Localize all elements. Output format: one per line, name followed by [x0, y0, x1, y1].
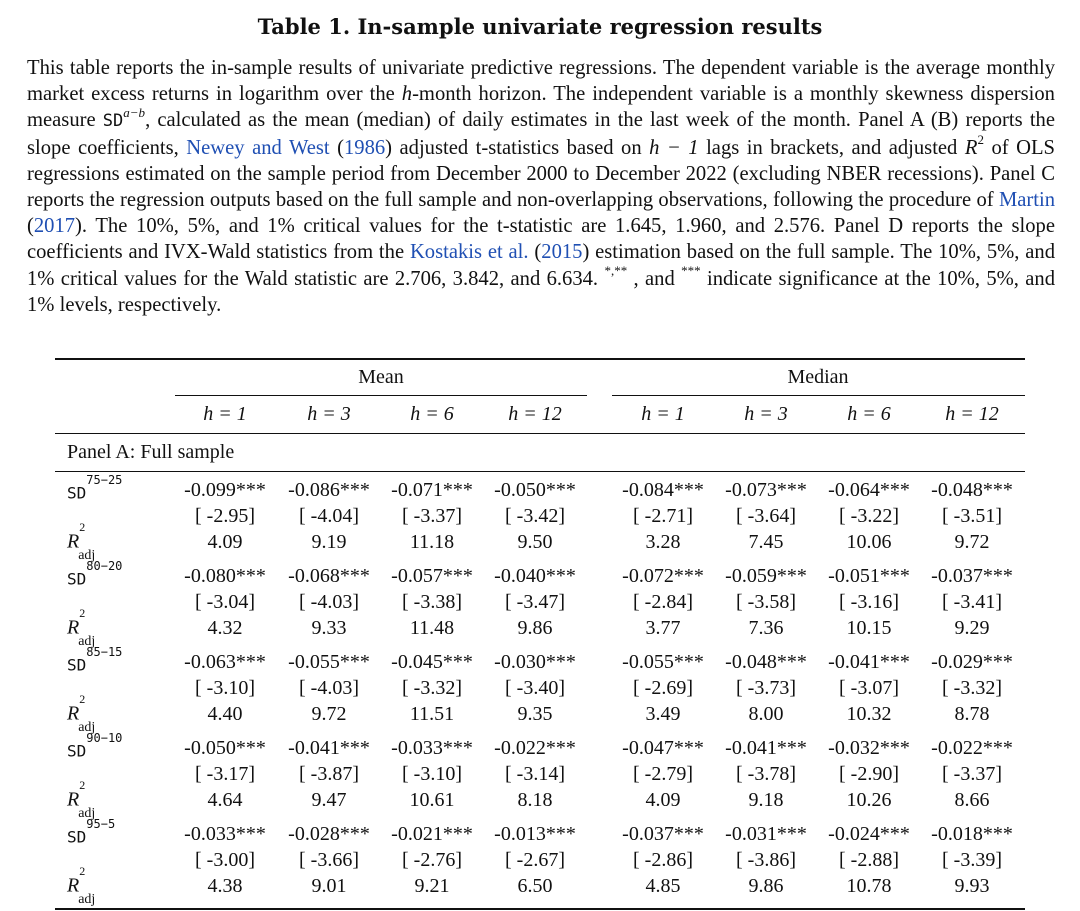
- row-label-superscript: 90−10: [86, 731, 123, 745]
- t-stat-cell: [ -4.03]: [299, 677, 359, 699]
- group-rule-median: [612, 395, 1025, 396]
- r2-cell: 7.45: [748, 531, 784, 553]
- r2-cell: 9.18: [748, 789, 784, 811]
- r2-cell: 10.61: [409, 789, 455, 811]
- r2-cell: 3.28: [645, 531, 681, 553]
- t-stat-cell: [ -3.07]: [839, 677, 899, 699]
- column-header: h = 6: [847, 403, 891, 425]
- column-header: h = 1: [203, 403, 247, 425]
- row-label-text: SD: [67, 741, 87, 761]
- row-label-superscript: 75−25: [86, 473, 123, 487]
- r2-label-base: R: [67, 788, 80, 811]
- r2-cell: 9.72: [311, 703, 347, 725]
- r2-label-superscript: 2: [79, 864, 86, 878]
- row-label-text: SD: [67, 569, 87, 589]
- r2-cell: 6.50: [517, 875, 553, 897]
- coefficient-cell: -0.048***: [725, 651, 807, 673]
- t-stat-cell: [ -2.67]: [505, 849, 565, 871]
- coefficient-cell: -0.024***: [828, 823, 910, 845]
- t-stat-cell: [ -3.87]: [299, 763, 359, 785]
- coefficient-cell: -0.041***: [288, 737, 370, 759]
- column-header: h = 12: [945, 403, 999, 425]
- row-label-sd: [67, 559, 123, 589]
- coefficient-cell: -0.050***: [184, 737, 266, 759]
- row-label-superscript: 95−5: [86, 817, 116, 831]
- r2-cell: 9.29: [954, 617, 990, 639]
- t-stat-cell: [ -4.03]: [299, 591, 359, 613]
- r2-cell: 4.64: [207, 789, 243, 811]
- table-caption: This table reports the in-sample results of univariate predictive regressions. The dependent variable is the average monthly market excess returns in logarithm over the h-month horizon. The independent variable is a monthly skewness dispersion measure $SD^{a-b}$, calculated as the mean (median) of daily estimates in the last week of the month. Panel A (B) reports the slope coefficients, Newey and West (1986) adjusted t-statistics based on h − 1 lags in brackets, and adjusted $R^2$ of OLS regressions estimated on the sample period from December 2000 to December 2022 (excluding NBER recessions). Panel C reports the regression outputs based on the full sample and non-overlapping observations, following the procedure of Martin (2017). The 10%, 5%, and 1% critical values for the t-statistic are 1.645, 1.960, and 2.576. Panel D reports the slope coefficients and IVX-Wald statistics from the Kostakis et al. (2015) estimation based on the full sample. The 10%, 5%, and 1% critical values for the Wald statistic are 2.706, 3.842, and 6.634. *,** , and *** indicate significance at the 10%, 5%, and 1% levels, respectively.: [27, 57, 1056, 316]
- coefficient-cell: -0.032***: [828, 737, 910, 759]
- coefficient-cell: -0.040***: [494, 565, 576, 587]
- r2-cell: 8.18: [517, 789, 553, 811]
- row-label-sd: [67, 731, 123, 761]
- coefficient-cell: -0.068***: [288, 565, 370, 587]
- r2-cell: 8.66: [954, 789, 990, 811]
- coefficient-cell: -0.059***: [725, 565, 807, 587]
- coefficient-cell: -0.030***: [494, 651, 576, 673]
- t-stat-cell: [ -3.47]: [505, 591, 565, 613]
- r2-cell: 4.09: [207, 531, 243, 553]
- t-stat-cell: [ -3.37]: [942, 763, 1002, 785]
- table-title: Table 1. In-sample univariate regression results: [257, 14, 823, 39]
- r2-cell: 9.50: [517, 531, 553, 553]
- r2-cell: 4.09: [645, 789, 681, 811]
- t-stat-cell: [ -2.79]: [633, 763, 693, 785]
- citation-link-newey-west[interactable]: Newey and West: [186, 136, 330, 159]
- row-label-sd: [67, 645, 123, 675]
- t-stat-cell: [ -2.86]: [633, 849, 693, 871]
- coefficient-cell: -0.037***: [931, 565, 1013, 587]
- r2-label-subscript: adj: [78, 805, 96, 821]
- row-label-r2-adj: [67, 864, 96, 907]
- coefficient-cell: -0.084***: [622, 479, 704, 501]
- coefficient-cell: -0.072***: [622, 565, 704, 587]
- r2-cell: 10.26: [846, 789, 892, 811]
- t-stat-cell: [ -3.10]: [402, 763, 462, 785]
- t-stat-cell: [ -3.51]: [942, 505, 1002, 527]
- coefficient-cell: -0.041***: [725, 737, 807, 759]
- r2-label-base: R: [67, 874, 80, 897]
- r2-label-subscript: adj: [78, 719, 96, 735]
- citation-year-link-1986[interactable]: 1986: [343, 136, 386, 159]
- r2-cell: 9.86: [748, 875, 784, 897]
- coefficient-cell: -0.041***: [828, 651, 910, 673]
- r2-cell: 9.93: [954, 875, 990, 897]
- t-stat-cell: [ -2.88]: [839, 849, 899, 871]
- row-label-r2-adj: [67, 606, 96, 649]
- coefficient-cell: -0.021***: [391, 823, 473, 845]
- r2-cell: 8.00: [748, 703, 784, 725]
- column-header: h = 12: [508, 403, 562, 425]
- t-stat-cell: [ -3.66]: [299, 849, 359, 871]
- citation-year-link-2015[interactable]: 2015: [541, 241, 583, 264]
- t-stat-cell: [ -3.73]: [736, 677, 796, 699]
- t-stat-cell: [ -2.90]: [839, 763, 899, 785]
- row-label-r2-adj: [67, 778, 96, 821]
- coefficient-cell: -0.013***: [494, 823, 576, 845]
- r2-label-subscript: adj: [78, 547, 96, 563]
- r2-cell: 9.33: [311, 617, 347, 639]
- r2-cell: 11.18: [409, 531, 455, 553]
- coefficient-cell: -0.080***: [184, 565, 266, 587]
- coefficient-cell: -0.047***: [622, 737, 704, 759]
- coefficient-cell: -0.099***: [184, 479, 266, 501]
- row-label-text: SD: [67, 655, 87, 675]
- t-stat-cell: [ -3.86]: [736, 849, 796, 871]
- column-header: h = 3: [307, 403, 351, 425]
- column-header: h = 6: [410, 403, 454, 425]
- r2-cell: 7.36: [748, 617, 784, 639]
- r2-cell: 11.48: [409, 617, 455, 639]
- r2-cell: 10.06: [846, 531, 892, 553]
- r2-cell: 3.49: [645, 703, 681, 725]
- r2-label-superscript: 2: [79, 778, 86, 792]
- coefficient-cell: -0.022***: [494, 737, 576, 759]
- t-stat-cell: [ -3.37]: [402, 505, 462, 527]
- t-stat-cell: [ -3.39]: [942, 849, 1002, 871]
- t-stat-cell: [ -3.40]: [505, 677, 565, 699]
- r2-cell: 8.78: [954, 703, 990, 725]
- t-stat-cell: [ -2.71]: [633, 505, 693, 527]
- column-header: h = 1: [641, 403, 685, 425]
- r2-cell: 10.78: [846, 875, 892, 897]
- t-stat-cell: [ -3.16]: [839, 591, 899, 613]
- r2-cell: 9.72: [954, 531, 990, 553]
- coefficient-cell: -0.051***: [828, 565, 910, 587]
- citation-year-link-2017[interactable]: 2017: [33, 215, 76, 238]
- coefficient-cell: -0.057***: [391, 565, 473, 587]
- t-stat-cell: [ -3.22]: [839, 505, 899, 527]
- table-top-rule: [55, 358, 1025, 360]
- coefficient-cell: -0.045***: [391, 651, 473, 673]
- group-header-mean: Mean: [358, 366, 404, 388]
- t-stat-cell: [ -3.78]: [736, 763, 796, 785]
- t-stat-cell: [ -3.42]: [505, 505, 565, 527]
- t-stat-cell: [ -3.04]: [195, 591, 255, 613]
- r2-label-superscript: 2: [79, 692, 86, 706]
- t-stat-cell: [ -3.17]: [195, 763, 255, 785]
- r2-cell: 4.32: [207, 617, 243, 639]
- coefficient-cell: -0.022***: [931, 737, 1013, 759]
- r2-cell: 11.51: [409, 703, 455, 725]
- row-label-r2-adj: [67, 520, 96, 563]
- r2-label-base: R: [67, 616, 80, 639]
- r2-label-superscript: 2: [79, 606, 86, 620]
- header-rule: [55, 433, 1025, 434]
- r2-cell: 4.40: [207, 703, 243, 725]
- coefficient-cell: -0.055***: [288, 651, 370, 673]
- r2-label-base: R: [67, 702, 80, 725]
- t-stat-cell: [ -3.32]: [942, 677, 1002, 699]
- t-stat-cell: [ -3.64]: [736, 505, 796, 527]
- r2-cell: 9.47: [311, 789, 347, 811]
- row-label-sd: [67, 817, 116, 847]
- row-label-superscript: 85−15: [86, 645, 123, 659]
- row-label-sd: [67, 473, 123, 503]
- coefficient-cell: -0.064***: [828, 479, 910, 501]
- panel-rule: [55, 471, 1025, 472]
- coefficient-cell: -0.063***: [184, 651, 266, 673]
- t-stat-cell: [ -2.95]: [195, 505, 255, 527]
- t-stat-cell: [ -4.04]: [299, 505, 359, 527]
- t-stat-cell: [ -3.00]: [195, 849, 255, 871]
- coefficient-cell: -0.086***: [288, 479, 370, 501]
- r2-cell: 9.19: [311, 531, 347, 553]
- t-stat-cell: [ -3.32]: [402, 677, 462, 699]
- coefficient-cell: -0.037***: [622, 823, 704, 845]
- row-label-r2-adj: [67, 692, 96, 735]
- r2-label-subscript: adj: [78, 891, 96, 907]
- group-header-median: Median: [787, 366, 849, 388]
- row-label-text: SD: [67, 483, 87, 503]
- coefficient-cell: -0.031***: [725, 823, 807, 845]
- group-rule-mean: [175, 395, 587, 396]
- coefficient-cell: -0.055***: [622, 651, 704, 673]
- coefficient-cell: -0.033***: [391, 737, 473, 759]
- coefficient-cell: -0.048***: [931, 479, 1013, 501]
- r2-cell: 9.01: [311, 875, 347, 897]
- panel-label: Panel A: Full sample: [67, 441, 235, 463]
- coefficient-cell: -0.050***: [494, 479, 576, 501]
- t-stat-cell: [ -2.84]: [633, 591, 693, 613]
- t-stat-cell: [ -3.38]: [402, 591, 462, 613]
- citation-link-martin[interactable]: Martin: [998, 189, 1055, 212]
- r2-label-base: R: [67, 530, 80, 553]
- t-stat-cell: [ -3.58]: [736, 591, 796, 613]
- coefficient-cell: -0.018***: [931, 823, 1013, 845]
- r2-label-superscript: 2: [79, 520, 86, 534]
- r2-cell: 10.15: [846, 617, 892, 639]
- r2-cell: 4.38: [207, 875, 243, 897]
- table-bottom-rule: [55, 908, 1025, 910]
- r2-cell: 10.32: [846, 703, 892, 725]
- r2-cell: 9.86: [517, 617, 553, 639]
- r2-cell: 4.85: [645, 875, 681, 897]
- t-stat-cell: [ -3.10]: [195, 677, 255, 699]
- citation-link-kostakis[interactable]: Kostakis et al.: [409, 241, 529, 264]
- r2-label-subscript: adj: [78, 633, 96, 649]
- coefficient-cell: -0.033***: [184, 823, 266, 845]
- row-label-superscript: 80−20: [86, 559, 123, 573]
- coefficient-cell: -0.028***: [288, 823, 370, 845]
- column-header: h = 3: [744, 403, 788, 425]
- t-stat-cell: [ -2.69]: [633, 677, 693, 699]
- t-stat-cell: [ -3.14]: [505, 763, 565, 785]
- t-stat-cell: [ -2.76]: [402, 849, 462, 871]
- r2-cell: 9.35: [517, 703, 553, 725]
- coefficient-cell: -0.029***: [931, 651, 1013, 673]
- r2-cell: 3.77: [645, 617, 681, 639]
- t-stat-cell: [ -3.41]: [942, 591, 1002, 613]
- coefficient-cell: -0.071***: [391, 479, 473, 501]
- coefficient-cell: -0.073***: [725, 479, 807, 501]
- row-label-text: SD: [67, 827, 87, 847]
- r2-cell: 9.21: [414, 875, 450, 897]
